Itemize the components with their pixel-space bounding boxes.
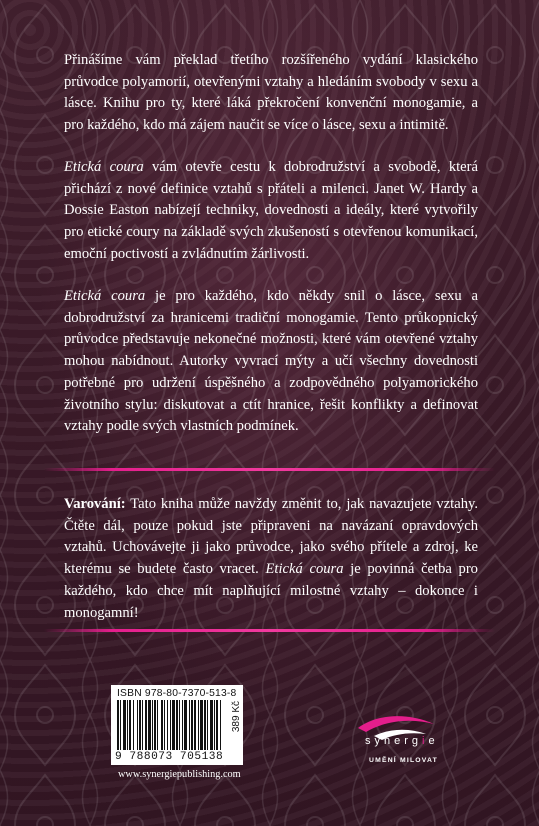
book-title-italic: Etická coura [64,288,146,304]
warning-label: Varování: [64,496,126,512]
book-title-italic: Etická coura [265,561,344,578]
barcode-icon [111,700,229,752]
isbn-number: ISBN 978-80-7370-513-8 [117,688,237,699]
book-title-italic: Etická coura [64,159,144,175]
barcode-label [111,685,243,765]
publisher-name-start: synerg [365,735,423,747]
description-paragraph [64,157,478,266]
divider-bottom [44,629,495,632]
price-label: 389 Kč [231,701,242,733]
publisher-name [365,735,439,747]
publisher-tagline: UMĚNÍ MILOVAT [369,757,438,764]
publisher-name-end: e [428,735,439,747]
description-text: vám otevře cestu k dobrodružství a svobodě, která přichází z nové definice vztahů s přáteli a milenci. Janet W. Hardy a Dossie Easton nabízejí techniky, dovednosti a ideály, které vytvořily pro etické coury na základě svých zkušeností s otevřenou komunikací, emoční poctivostí a zvládnutím žárlivosti. [64,159,478,262]
intro-paragraph [64,50,478,137]
audience-text: je pro každého, kdo někdy snil o lásce, sexu a dobrodružství za hranicemi tradiční monogamie. Tento průkopnický průvodce představuje nekonečné možnosti, které vám otevřené vztahy mohou nabídnout. Autorky vyvrací mýty a učí všechny dovednosti potřebné pro udržení úspěšného a zodpovědného polyamorického životního stylu: diskutovat a ctít hranice, řešit konflikty a definovat vztahy podle svých vlastních podmínek. [64,288,478,435]
barcode-digits: 9 788073 705138 [115,751,224,763]
publisher-website: www.synergiepublishing.com [118,769,241,780]
intro-text: Přinášíme vám překlad třetího rozšířeného vydání klasického průvodce polyamorií, otevřenými vztahy a hledáním svobody v sexu a lásce. Knihu pro ty, které láká překročení konvenční monogamie, a pro každého, kdo má zájem naučit se více o lásce, sexu a intimitě. [64,52,478,134]
warning-paragraph [64,494,478,624]
audience-paragraph [64,286,478,438]
publisher-name-accent: i [422,735,429,747]
warning-text: Tato kniha může navždy změnit to, jak navazujete vztahy. Čtěte dál, pouze pokud jste připraveni na navázaní opravdových vztahů. Uchovávejte ji jako průvodce, jako svého přítele a zdroj, ke kterému se budete často vracet. [64,496,478,578]
divider-top [44,468,495,471]
warning-text-end: je povinná četba pro každého, kdo chce mít naplňující milostné vztahy – dokonce i monogamní! [64,561,478,621]
